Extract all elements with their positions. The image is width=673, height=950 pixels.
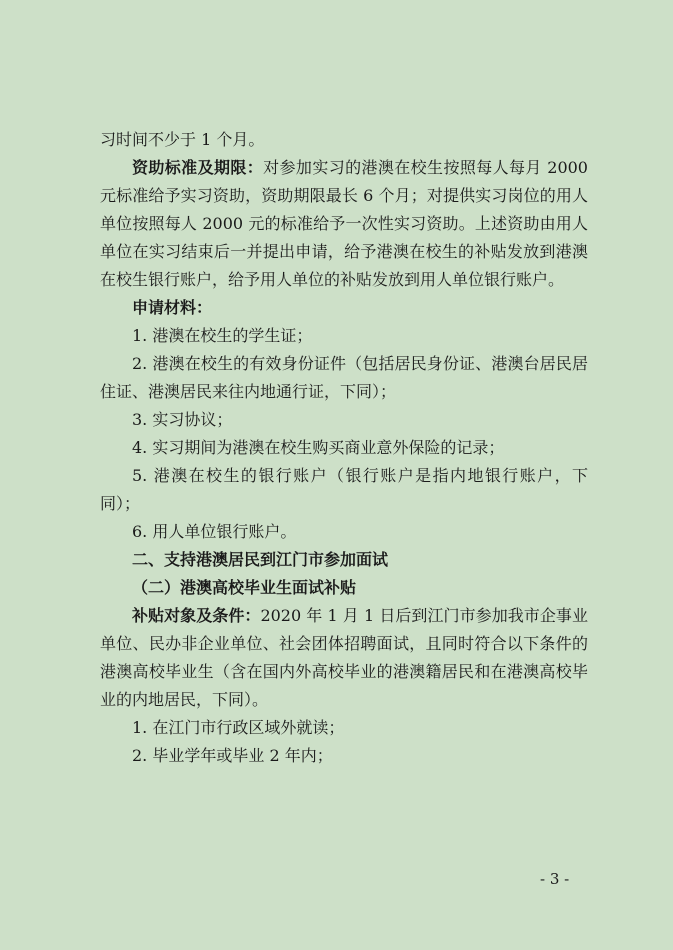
- list-item: 1. 港澳在校生的学生证；: [132, 326, 313, 345]
- subsection-heading: （二）港澳高校毕业生面试补贴: [132, 578, 357, 597]
- page-number: - 3 -: [540, 870, 570, 888]
- paragraph-lead: 补贴对象及条件：: [132, 606, 261, 625]
- paragraph-subsidy-target: 补贴对象及条件：2020 年 1 月 1 日后到江门市参加我市企事业单位、民办非企业单位、社会团体招聘面试，且同时符合以下条件的港澳高校毕业生（含在国内外高校毕业的港澳籍居民和在港澳高校毕业的内地居民，下同）。: [100, 606, 588, 709]
- list-item: 4. 实习期间为港澳在校生购买商业意外保险的记录；: [132, 438, 505, 457]
- paragraph-continuation: 习时间不少于 1 个月。: [100, 130, 265, 149]
- list-item: 2. 港澳在校生的有效身份证件（包括居民身份证、港澳台居民居住证、港澳居民来往内地通行证，下同）；: [100, 354, 588, 401]
- list-item: 6. 用人单位银行账户。: [132, 522, 297, 541]
- paragraph-funding-standard: 资助标准及期限：对参加实习的港澳在校生按照每人每月 2000 元标准给予实习资助，资助期限最长 6 个月；对提供实习岗位的用人单位按照每人 2000 元的标准给予一次性实习资助。上述资助由用人单位在实习结束后一并提出申请，给予港澳在校生的补贴发放到港澳在校生银行账户，给予用人单位的补贴发放到用人单位银行账户。: [100, 158, 588, 289]
- list-item: 3. 实习协议；: [132, 410, 233, 429]
- section-heading: 二、支持港澳居民到江门市参加面试: [132, 550, 389, 569]
- paragraph-lead: 申请材料：: [132, 298, 213, 317]
- document-body: [100, 126, 588, 770]
- list-item: 2. 毕业学年或毕业 2 年内；: [132, 746, 333, 765]
- list-item: 5. 港澳在校生的银行账户（银行账户是指内地银行账户，下同）；: [100, 466, 588, 513]
- heading-application-materials: [100, 294, 588, 322]
- paragraph-lead: 资助标准及期限：: [132, 158, 264, 177]
- list-item: 1. 在江门市行政区域外就读；: [132, 718, 345, 737]
